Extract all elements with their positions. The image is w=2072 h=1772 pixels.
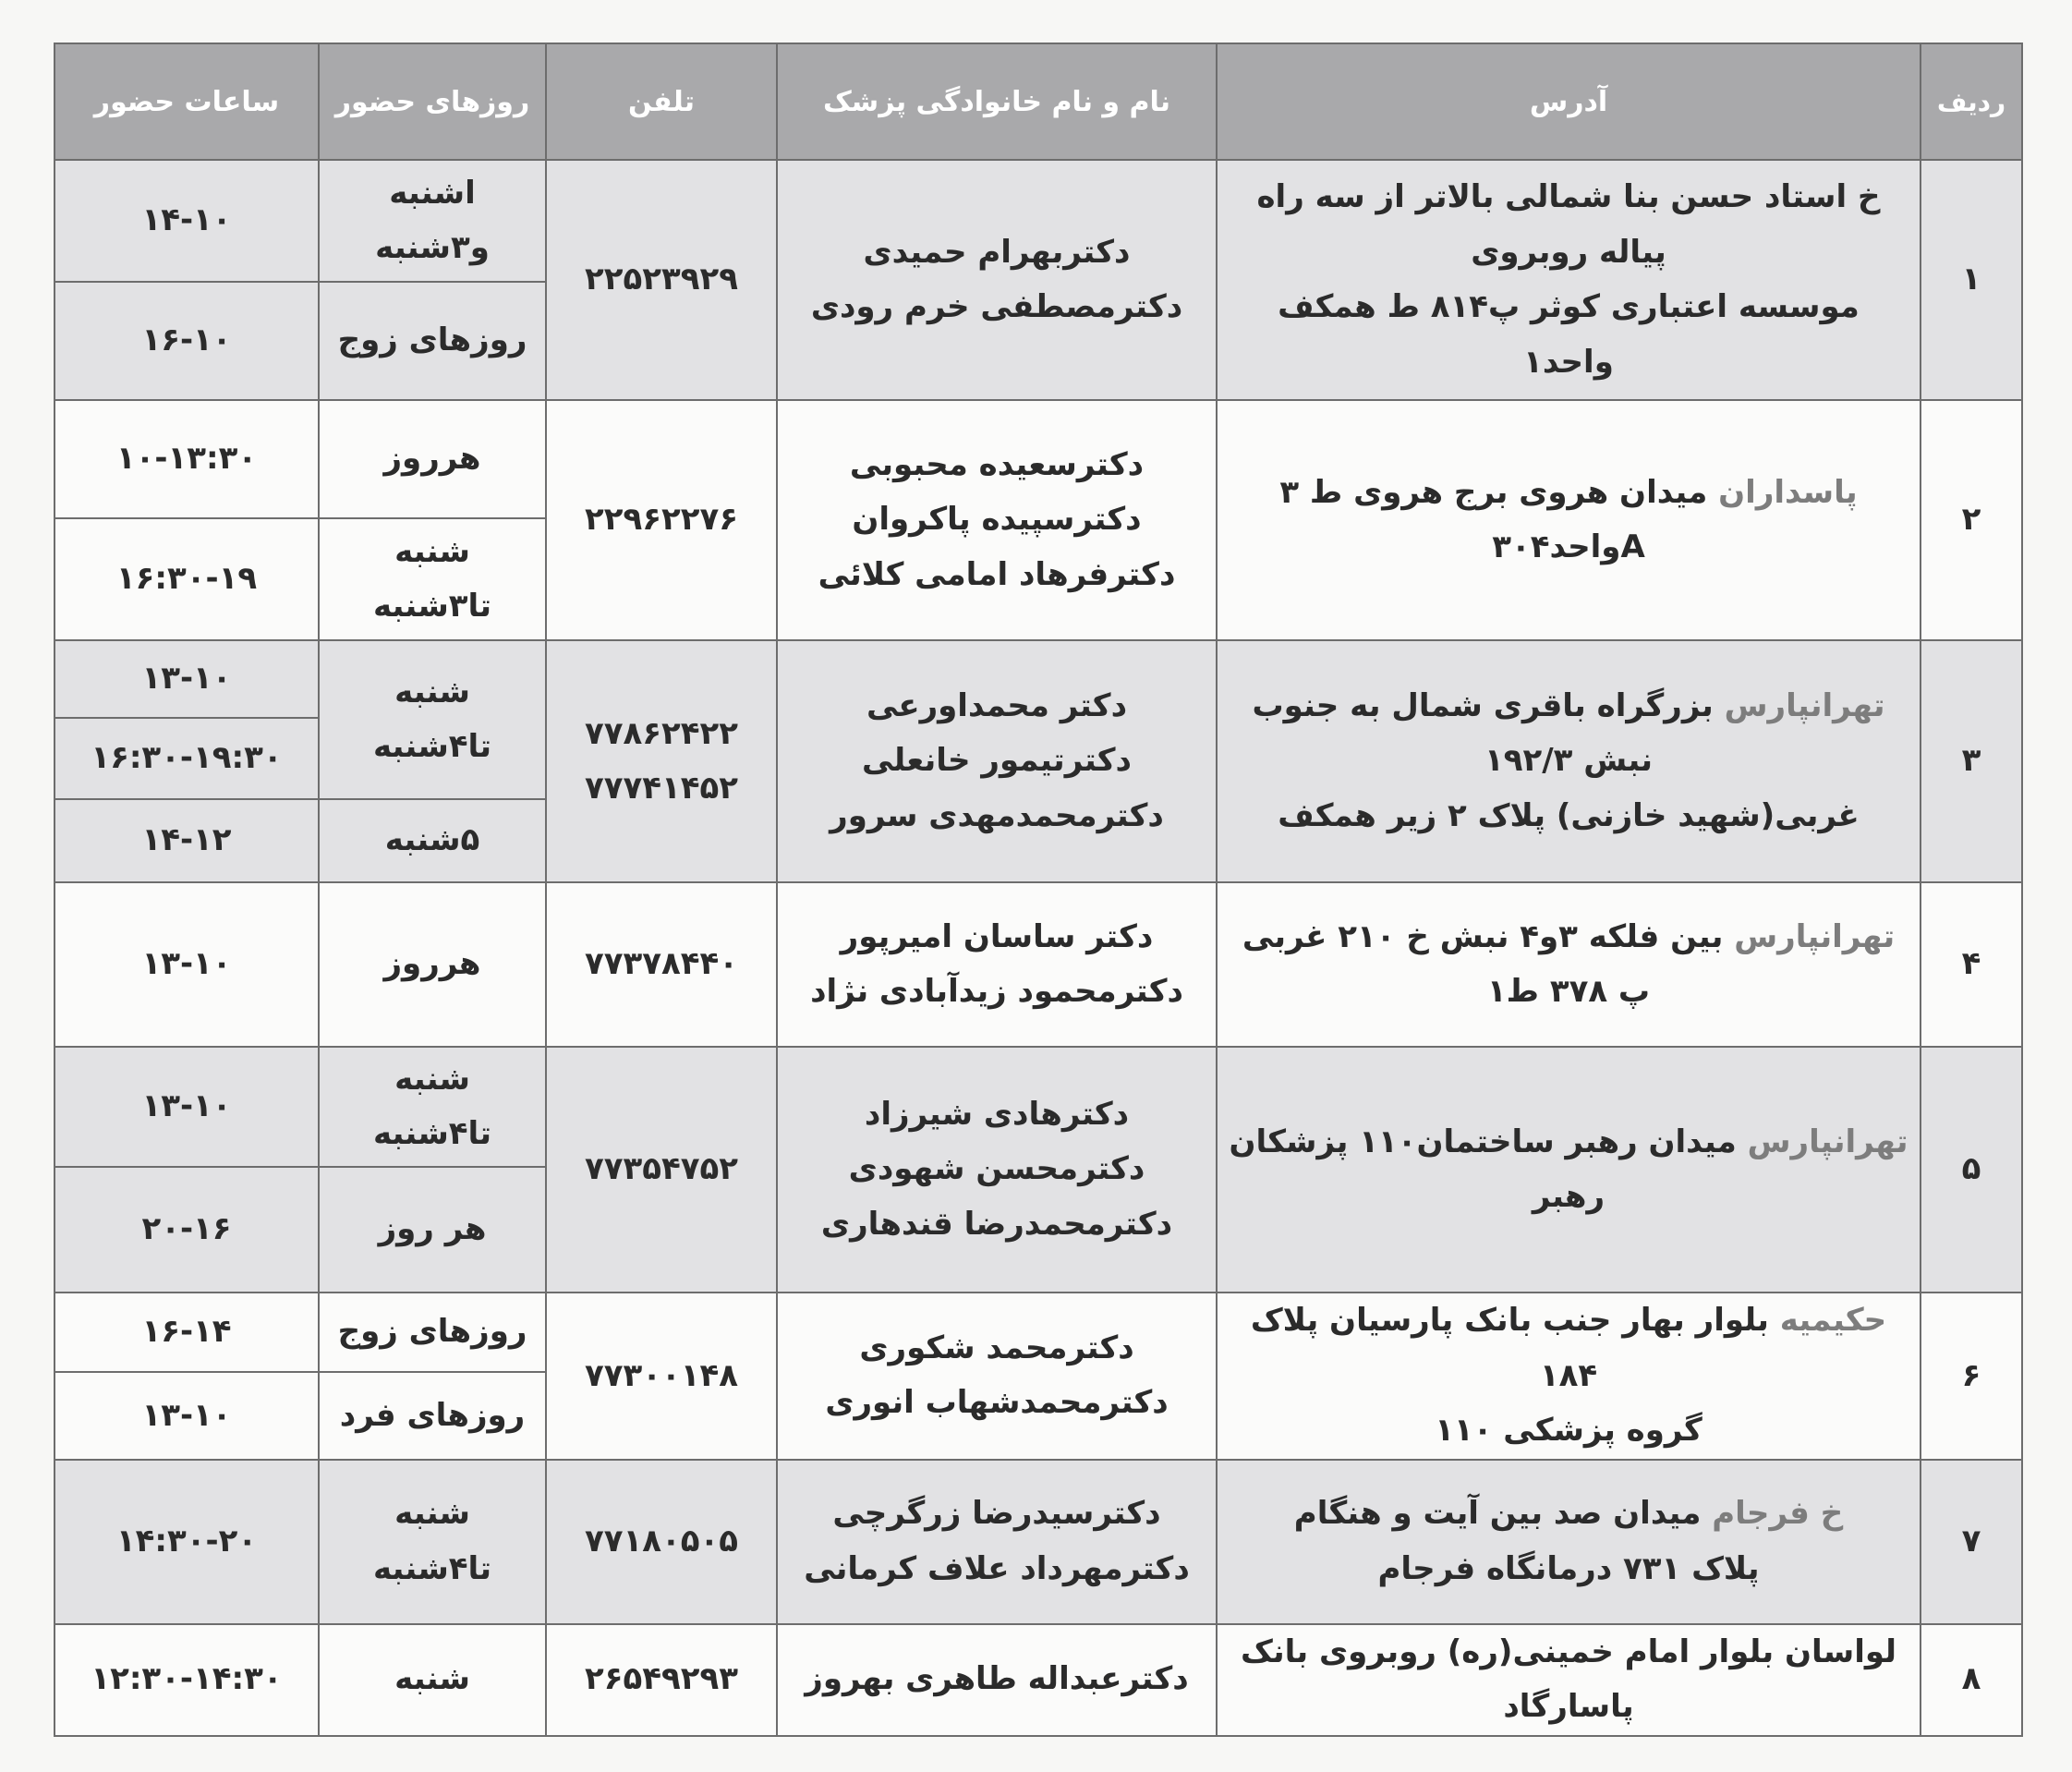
row-number: ۴ — [1921, 882, 2022, 1047]
address-line: خ فرجام میدان صد بین آیت و هنگام — [1293, 1495, 1844, 1532]
address-line: تهرانپارس میدان رهبر ساختمان۱۱۰ پزشکان رهبر — [1229, 1123, 1908, 1215]
hours-cell: ۱۴-۱۰ — [55, 160, 319, 282]
phone-number: ۷۷۷۴۱۴۵۲ — [584, 770, 738, 807]
table-row — [55, 160, 2022, 282]
phone-cell: ۲۶۵۴۹۲۹۳ — [546, 1624, 777, 1736]
address-cell — [1217, 1293, 1921, 1460]
days-cell: اشنبه و۳شنبه — [319, 160, 546, 282]
doctor-name: دکتر محمداورعی — [866, 686, 1128, 724]
days-cell: شنبه تا۴شنبه — [319, 1460, 546, 1624]
doctors-table — [54, 42, 2023, 1737]
address-line: پلاک ۷۳۱ درمانگاه فرجام — [1377, 1549, 1760, 1587]
address-line: لواسان بلوار امام خمینی(ره) روبروی بانک پاسارگاد — [1241, 1632, 1896, 1725]
doctor-name: دکترسیدرضا زرگرچی — [832, 1495, 1161, 1532]
doctor-cell — [777, 882, 1217, 1047]
hours-cell: ۱۲:۳۰-۱۴:۳۰ — [55, 1624, 319, 1736]
address-cell — [1217, 882, 1921, 1047]
header-days: روزهای حضور — [319, 43, 546, 160]
hours-cell: ۱۴:۳۰-۲۰ — [55, 1460, 319, 1624]
row-number: ۶ — [1921, 1293, 2022, 1460]
address-cell — [1217, 1047, 1921, 1293]
address-line: خ استاد حسن بنا شمالی بالاتر از سه راه پیاله روبروی — [1256, 178, 1881, 271]
table-row — [55, 1293, 2022, 1372]
table-row — [55, 1624, 2022, 1736]
address-line: موسسه اعتباری کوثر پ۸۱۴ ط همکف واحد۱ — [1278, 288, 1860, 381]
phone-cell — [546, 640, 777, 882]
phone-cell: ۷۷۳۵۴۷۵۲ — [546, 1047, 777, 1293]
days-cell: روزهای زوج — [319, 1293, 546, 1372]
row-number: ۸ — [1921, 1624, 2022, 1736]
days-cell: شنبه تا۴شنبه — [319, 1047, 546, 1167]
doctor-name: دکترعبداله طاهری بهروز — [805, 1660, 1189, 1698]
row-number: ۵ — [1921, 1047, 2022, 1293]
hours-cell: ۱۶-۱۴ — [55, 1293, 319, 1372]
days-cell: شنبه تا۴شنبه — [319, 640, 546, 799]
doctor-name: دکترسپیده پاکروان — [852, 501, 1142, 539]
doctor-cell — [777, 1460, 1217, 1624]
days-cell: روزهای فرد — [319, 1372, 546, 1459]
address-cell — [1217, 160, 1921, 400]
doctor-cell — [777, 1047, 1217, 1293]
address-area: تهرانپارس — [1734, 917, 1896, 955]
hours-cell: ۱۳-۱۰ — [55, 1372, 319, 1459]
phone-cell: ۷۷۳۷۸۴۴۰ — [546, 882, 777, 1047]
doctor-name: دکترمهرداد علاف کرمانی — [804, 1549, 1190, 1587]
doctor-name: دکترمصطفی خرم رودی — [810, 288, 1183, 325]
address-cell — [1217, 1460, 1921, 1624]
doctor-cell — [777, 1624, 1217, 1736]
doctor-name: دکترمحمد شکوری — [859, 1329, 1134, 1366]
address-cell — [1217, 400, 1921, 640]
hours-cell: ۲۰-۱۶ — [55, 1167, 319, 1293]
phone-number: ۷۷۸۶۲۴۲۲ — [584, 714, 738, 752]
doctor-cell — [777, 400, 1217, 640]
address-line: پاسداران میدان هروی برج هروی ط ۳ Aواحد۳۰۴ — [1279, 473, 1858, 565]
table-row — [55, 640, 2022, 718]
hours-cell: ۱۰-۱۳:۳۰ — [55, 400, 319, 518]
doctor-name: دکترمحمدرضا قندهاری — [820, 1205, 1173, 1243]
address-line: پ ۳۷۸ ط۱ — [1486, 973, 1651, 1010]
doctor-name: دکترمحمدشهاب انوری — [825, 1384, 1169, 1422]
hours-cell: ۱۶:۳۰-۱۹:۳۰ — [55, 718, 319, 799]
row-number: ۲ — [1921, 400, 2022, 640]
phone-cell: ۲۲۹۶۲۲۷۶ — [546, 400, 777, 640]
row-number: ۷ — [1921, 1460, 2022, 1624]
phone-cell: ۲۲۵۲۳۹۲۹ — [546, 160, 777, 400]
days-cell: ۵شنبه — [319, 799, 546, 882]
header-row-number: ردیف — [1921, 43, 2022, 160]
address-line: گروه پزشکی ۱۱۰ — [1435, 1412, 1702, 1449]
header-hours: ساعات حضور — [55, 43, 319, 160]
address-cell — [1217, 640, 1921, 882]
doctor-name: دکتربهرام حمیدی — [863, 233, 1131, 271]
table-row — [55, 1460, 2022, 1624]
address-area: پاسداران — [1718, 473, 1858, 511]
header-phone: تلفن — [546, 43, 777, 160]
doctor-name: دکترمحمود زیدآبادی نژاد — [810, 973, 1183, 1010]
hours-cell: ۱۶:۳۰-۱۹ — [55, 518, 319, 640]
address-area: تهرانپارس — [1724, 686, 1885, 724]
days-cell: شنبه تا۳شنبه — [319, 518, 546, 640]
header-doctor-name: نام و نام خانوادگی پزشک — [777, 43, 1217, 160]
address-line: تهرانپارس بین فلکه ۳و۴ نبش خ ۲۱۰ غربی — [1242, 917, 1896, 955]
address-area: حکیمیه — [1779, 1302, 1887, 1339]
address-line: تهرانپارس بزرگراه باقری شمال به جنوب نبش ۱۹۲/۳ — [1252, 686, 1885, 780]
header-address: آدرس — [1217, 43, 1921, 160]
days-cell: هرروز — [319, 400, 546, 518]
doctor-name: دکترسعیده محبوبی — [849, 445, 1145, 483]
doctor-name: دکترهادی شیرزاد — [864, 1095, 1130, 1133]
doctor-name: دکترتیمور خانعلی — [862, 742, 1132, 780]
address-area: خ فرجام — [1712, 1495, 1844, 1532]
days-cell: روزهای زوج — [319, 282, 546, 400]
address-area: تهرانپارس — [1747, 1123, 1908, 1160]
address-line: غربی(شهید خازنی) پلاک ۲ زیر همکف — [1278, 796, 1860, 834]
address-cell — [1217, 1624, 1921, 1736]
doctor-name: دکترفرهاد امامی کلائی — [818, 555, 1176, 593]
table-row — [55, 400, 2022, 518]
doctor-name: دکتر ساسان امیرپور — [840, 917, 1154, 955]
hours-cell: ۱۳-۱۰ — [55, 640, 319, 718]
row-number: ۳ — [1921, 640, 2022, 882]
address-line: حکیمیه بلوار بهار جنب بانک پارسیان پلاک ۱۸۴ — [1250, 1302, 1887, 1394]
doctor-cell — [777, 1293, 1217, 1460]
doctor-cell — [777, 640, 1217, 882]
hours-cell: ۱۳-۱۰ — [55, 882, 319, 1047]
doctor-name: دکترمحمدمهدی سرور — [830, 796, 1164, 834]
table-row — [55, 882, 2022, 1047]
doctor-cell — [777, 160, 1217, 400]
days-cell: شنبه — [319, 1624, 546, 1736]
hours-cell: ۱۳-۱۰ — [55, 1047, 319, 1167]
hours-cell: ۱۴-۱۲ — [55, 799, 319, 882]
row-number: ۱ — [1921, 160, 2022, 400]
doctor-name: دکترمحسن شهودی — [848, 1150, 1145, 1188]
table-row — [55, 1047, 2022, 1167]
phone-cell: ۷۷۱۸۰۵۰۵ — [546, 1460, 777, 1624]
days-cell: هر روز — [319, 1167, 546, 1293]
hours-cell: ۱۶-۱۰ — [55, 282, 319, 400]
days-cell: هرروز — [319, 882, 546, 1047]
table-header-row — [55, 43, 2022, 160]
phone-cell: ۷۷۳۰۰۱۴۸ — [546, 1293, 777, 1460]
